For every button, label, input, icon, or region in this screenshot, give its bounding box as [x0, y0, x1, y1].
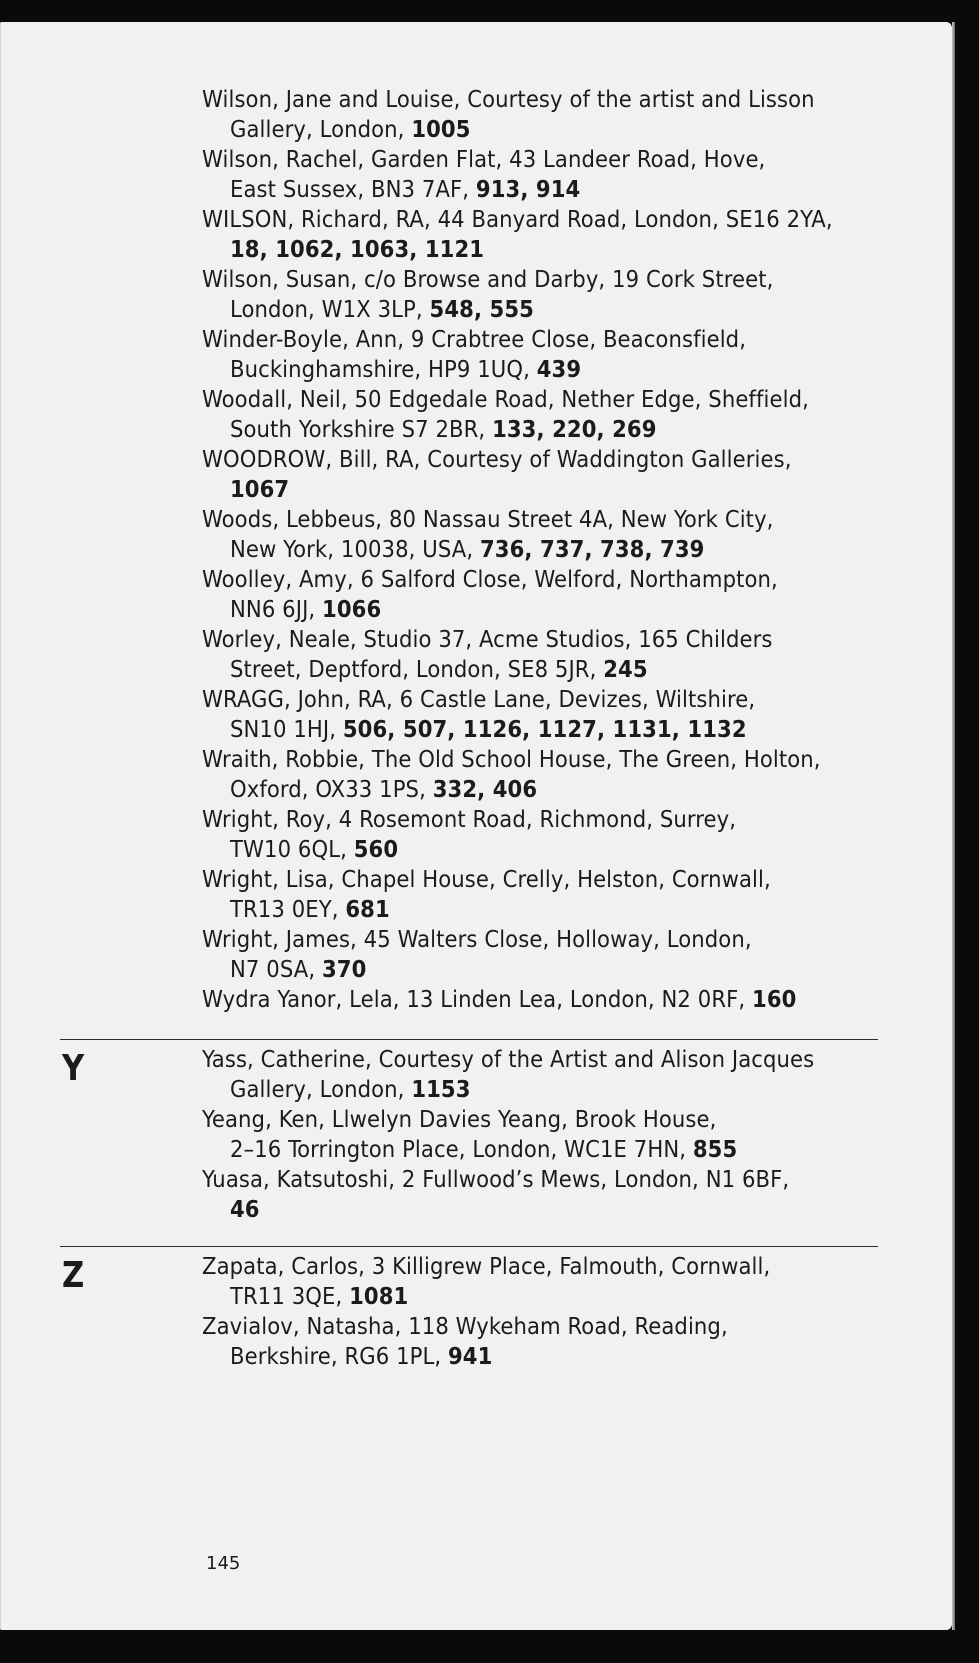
index-entry — [202, 1104, 902, 1164]
entry-line — [202, 774, 902, 804]
index-entry — [202, 384, 902, 444]
entry-text: Berkshire, RG6 1PL, — [230, 1342, 448, 1370]
entry-line — [202, 1281, 902, 1311]
entry-line — [202, 1134, 902, 1164]
entry-line — [202, 684, 902, 714]
index-entry — [202, 144, 902, 204]
index-entry — [202, 744, 902, 804]
section-z — [202, 1251, 902, 1371]
entry-text: WILSON, Richard, RA, 44 Banyard Road, London, SE16 2YA, — [202, 205, 833, 233]
entry-text: Wraith, Robbie, The Old School House, The Green, Holton, — [202, 745, 821, 773]
entry-text: Wydra Yanor, Lela, 13 Linden Lea, London, N2 0RF, — [202, 985, 753, 1013]
page-references: 46 — [230, 1195, 260, 1223]
index-entry — [202, 204, 902, 264]
entry-text: Wilson, Jane and Louise, Courtesy of the artist and Lisson — [202, 85, 815, 113]
entry-text: Wilson, Rachel, Garden Flat, 43 Landeer Road, Hove, — [202, 145, 766, 173]
page-references: 855 — [692, 1135, 738, 1163]
index-entry — [202, 444, 902, 504]
entry-text: Wright, Roy, 4 Rosemont Road, Richmond, Surrey, — [202, 805, 737, 833]
entry-text: WOODROW, Bill, RA, Courtesy of Waddington Galleries, — [202, 445, 792, 473]
entry-line — [202, 504, 902, 534]
entry-text: Buckinghamshire, HP9 1UQ, — [230, 355, 537, 383]
section-divider-y — [60, 1039, 878, 1040]
entry-text: Gallery, London, — [230, 1075, 412, 1103]
entry-text: Wilson, Susan, c/o Browse and Darby, 19 Cork Street, — [202, 265, 774, 293]
entry-text: Winder-Boyle, Ann, 9 Crabtree Close, Beaconsfield, — [202, 325, 747, 353]
entry-line — [202, 234, 902, 264]
entry-line — [202, 174, 902, 204]
entry-line — [202, 1044, 902, 1074]
entry-text: Yeang, Ken, Llwelyn Davies Yeang, Brook House, — [202, 1105, 717, 1133]
index-entry — [202, 1311, 902, 1371]
page-references: 736, 737, 738, 739 — [480, 535, 705, 563]
page-references: 439 — [536, 355, 582, 383]
entry-line — [202, 1194, 902, 1224]
entry-line — [202, 114, 902, 144]
page-references: 1153 — [411, 1075, 471, 1103]
entry-line — [202, 354, 902, 384]
index-entry — [202, 984, 902, 1014]
entry-text: Street, Deptford, London, SE8 5JR, — [230, 655, 604, 683]
entry-line — [202, 744, 902, 774]
entry-text: Woolley, Amy, 6 Salford Close, Welford, Northampton, — [202, 565, 778, 593]
entry-line — [202, 414, 902, 444]
page-references: 681 — [345, 895, 390, 923]
index-entry — [202, 1044, 902, 1104]
page-references: 245 — [603, 655, 648, 683]
index-entry — [202, 684, 902, 744]
entry-line — [202, 654, 902, 684]
entry-text: Wright, James, 45 Walters Close, Holloway, London, — [202, 925, 752, 953]
entry-line — [202, 534, 902, 564]
entry-text: Zavialov, Natasha, 118 Wykeham Road, Reading, — [202, 1312, 728, 1340]
entry-text: Gallery, London, — [230, 115, 412, 143]
entry-text: NN6 6JJ, — [230, 595, 323, 623]
entry-text: Woodall, Neil, 50 Edgedale Road, Nether Edge, Sheffield, — [202, 385, 809, 413]
index-entry — [202, 324, 902, 384]
entry-line — [202, 1104, 902, 1134]
entry-text: Wright, Lisa, Chapel House, Crelly, Helston, Cornwall, — [202, 865, 771, 893]
entry-line — [202, 924, 902, 954]
entry-text: South Yorkshire S7 2BR, — [230, 415, 493, 443]
index-entry — [202, 84, 902, 144]
entry-line — [202, 594, 902, 624]
entry-line — [202, 144, 902, 174]
page-references: 18, 1062, 1063, 1121 — [230, 235, 485, 263]
entry-line — [202, 1341, 902, 1371]
page-references: 560 — [353, 835, 399, 863]
entry-line — [202, 624, 902, 654]
entry-line — [202, 84, 902, 114]
page-edge — [952, 22, 955, 1630]
entry-text: Oxford, OX33 1PS, — [230, 775, 433, 803]
entry-line — [202, 324, 902, 354]
index-entry — [202, 1251, 902, 1311]
entry-text: Worley, Neale, Studio 37, Acme Studios, 165 Childers — [202, 625, 773, 653]
entry-line — [202, 294, 902, 324]
entry-text: SN10 1HJ, — [230, 715, 343, 743]
entry-text: N7 0SA, — [230, 955, 322, 983]
section-letter-z: Z — [62, 1255, 85, 1296]
page-references: 1081 — [349, 1282, 409, 1310]
index-entry — [202, 1164, 902, 1224]
entry-line — [202, 864, 902, 894]
page-references: 1066 — [322, 595, 382, 623]
entry-text: TR11 3QE, — [230, 1282, 350, 1310]
page-references: 1067 — [230, 475, 290, 503]
entry-line — [202, 804, 902, 834]
section-w — [202, 84, 902, 1014]
page-references: 941 — [447, 1342, 493, 1370]
page-references: 506, 507, 1126, 1127, 1131, 1132 — [342, 715, 747, 743]
entry-line — [202, 444, 902, 474]
index-entry — [202, 264, 902, 324]
index-entry — [202, 804, 902, 864]
entry-text: TW10 6QL, — [230, 835, 354, 863]
index-entry — [202, 864, 902, 924]
page-references: 913, 914 — [475, 175, 581, 203]
entry-text: Zapata, Carlos, 3 Killigrew Place, Falmouth, Cornwall, — [202, 1252, 771, 1280]
section-divider-z — [60, 1246, 878, 1247]
page-references: 1005 — [411, 115, 471, 143]
entry-line — [202, 264, 902, 294]
entry-line — [202, 984, 902, 1014]
entry-line — [202, 1164, 902, 1194]
page-number: 145 — [206, 1553, 241, 1574]
page-references: 370 — [321, 955, 367, 983]
entry-line — [202, 894, 902, 924]
page-references: 548, 555 — [429, 295, 534, 323]
entry-line — [202, 204, 902, 234]
index-entry — [202, 924, 902, 984]
entry-line — [202, 564, 902, 594]
section-y — [202, 1044, 902, 1224]
index-entry — [202, 564, 902, 624]
section-letter-y: Y — [62, 1048, 85, 1089]
page-references: 160 — [752, 985, 797, 1013]
entry-line — [202, 1074, 902, 1104]
entry-line — [202, 474, 902, 504]
entry-line — [202, 714, 902, 744]
entry-text: East Sussex, BN3 7AF, — [230, 175, 476, 203]
entry-text: Yuasa, Katsutoshi, 2 Fullwood’s Mews, London, N1 6BF, — [202, 1165, 790, 1193]
entry-text: New York, 10038, USA, — [230, 535, 480, 563]
entry-text: 2–16 Torrington Place, London, WC1E 7HN, — [230, 1135, 693, 1163]
index-entry — [202, 624, 902, 684]
entry-text: Woods, Lebbeus, 80 Nassau Street 4A, New York City, — [202, 505, 774, 533]
entry-text: TR13 0EY, — [230, 895, 346, 923]
entry-text: London, W1X 3LP, — [230, 295, 430, 323]
entry-text: WRAGG, John, RA, 6 Castle Lane, Devizes, Wiltshire, — [202, 685, 756, 713]
page-references: 133, 220, 269 — [492, 415, 657, 443]
entry-line — [202, 834, 902, 864]
index-entry — [202, 504, 902, 564]
entry-line — [202, 384, 902, 414]
entry-line — [202, 1251, 902, 1281]
entry-text: Yass, Catherine, Courtesy of the Artist and Alison Jacques — [202, 1045, 815, 1073]
page-references: 332, 406 — [432, 775, 538, 803]
entry-line — [202, 1311, 902, 1341]
entry-line — [202, 954, 902, 984]
